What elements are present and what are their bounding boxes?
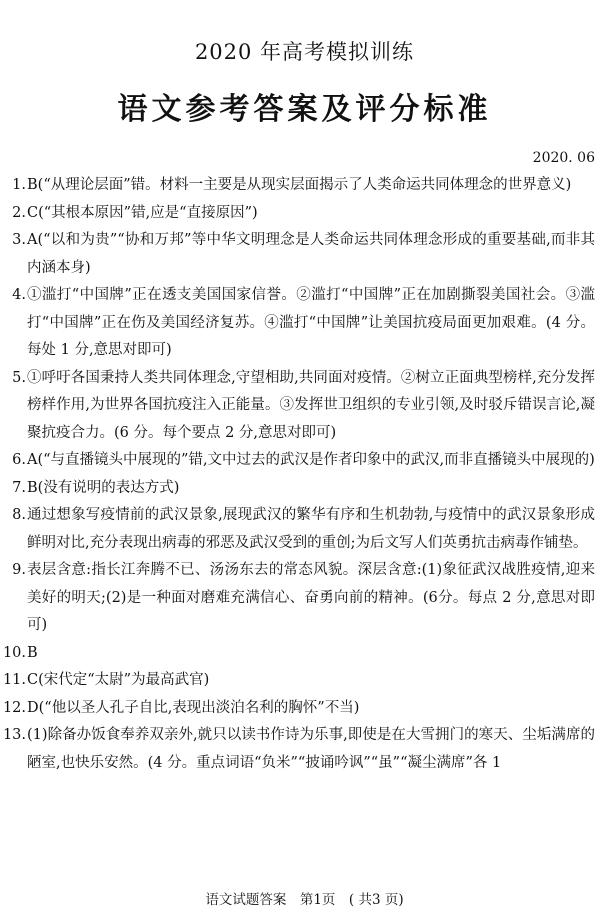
- answer-number: 4.: [12, 287, 26, 303]
- answer-text: C(宋代定“太尉”为最高武官): [27, 672, 210, 688]
- answer-number: 8.: [12, 507, 26, 523]
- answer-number: 13.: [2, 727, 26, 743]
- answer-number: 11.: [2, 672, 26, 688]
- answer-number: 6.: [12, 452, 26, 468]
- answer-text: A(“以和为贵”“协和万邦”等中华文明理念是人类命运共同体理念形成的重要基础,而非其内涵本身): [27, 232, 595, 276]
- answer-text: C(“其根本原因”错,应是“直接原因”): [27, 204, 258, 221]
- answer-number: 12.: [2, 699, 26, 716]
- answer-text: D(“他以圣人孔子自比,表现出淡泊名利的胸怀”不当): [27, 699, 360, 716]
- page-title: 语文参考答案及评分标准: [117, 92, 492, 127]
- answer-text: B(“从理论层面”错。材料一主要是从现实层面揭示了人类命运共同体理念的世界意义): [27, 177, 572, 193]
- answer-number: 9.: [12, 562, 26, 578]
- answer-item: [0, 227, 609, 282]
- answer-text: 表层含意:指长江奔腾不已、汤汤东去的常态风貌。深层含意:(1)象征武汉战胜疫情,迎来美好的明天;(2)是一种面对磨难充满信心、奋勇向前的精神。(6分。每点 2 分,意思对即可): [27, 562, 595, 633]
- answer-text: ①滥打“中国牌”正在透支美国国家信誉。②滥打“中国牌”正在加剧撕裂美国社会。③滥打“中国牌”正在伤及美国经济复苏。④滥打“中国牌”让美国抗疫局面更加艰难。(4 分。每处 1 分,意思对即可): [27, 287, 595, 358]
- answer-item: [0, 475, 609, 503]
- answer-number: 2.: [12, 204, 26, 221]
- answer-item: [0, 282, 609, 365]
- answer-text: 通过想象写疫情前的武汉景象,展现武汉的繁华有序和生机勃勃,与疫情中的武汉景象形成鲜明对比,充分表现出病毒的邪恶及武汉受到的重创;为后文写人们英勇抗击病毒作铺垫。: [27, 507, 595, 551]
- answer-item: [0, 172, 609, 200]
- answer-number: 3.: [12, 232, 26, 248]
- answer-item: [0, 722, 609, 777]
- answer-number: 1.: [12, 177, 26, 193]
- answer-item: [0, 502, 609, 557]
- exam-subtitle: 2020 年高考模拟训练: [194, 40, 415, 64]
- answer-text: ①呼吁各国秉持人类共同体理念,守望相助,共同面对疫情。②树立正面典型榜样,充分发挥榜样作用,为世界各国抗疫注入正能量。③发挥世卫组织的专业引领,及时驳斥错误言论,凝聚抗疫合力。(6 分。每个要点 2 分,意思对即可): [27, 369, 595, 441]
- page-footer: 语文试题答案 第1页 ( 共3 页): [205, 892, 404, 908]
- date-label: 2020. 06: [532, 150, 595, 166]
- answer-item: [0, 640, 609, 668]
- answer-item: [0, 667, 609, 695]
- answer-item: [0, 695, 609, 723]
- answer-item: [0, 365, 609, 448]
- answer-number: 5.: [12, 369, 26, 386]
- answer-item: [0, 447, 609, 475]
- answer-item: [0, 557, 609, 640]
- answer-number: 7.: [12, 479, 26, 496]
- answer-item: [0, 200, 609, 228]
- answer-text: B(没有说明的表达方式): [27, 479, 180, 496]
- answer-list: [0, 172, 609, 777]
- answer-number: 10.: [2, 644, 26, 661]
- answer-text: B: [27, 644, 38, 661]
- answer-text: (1)除备办饭食奉养双亲外,就只以读书作诗为乐事,即使是在大雪拥门的寒天、尘垢满席的陋室,也快乐安然。(4 分。重点词语“负米”“披诵吟讽”“虽”“凝尘满席”各 1: [27, 727, 595, 771]
- answer-text: A(“与直播镜头中展现的”错,文中过去的武汉是作者印象中的武汉,而非直播镜头中展现的): [27, 452, 595, 468]
